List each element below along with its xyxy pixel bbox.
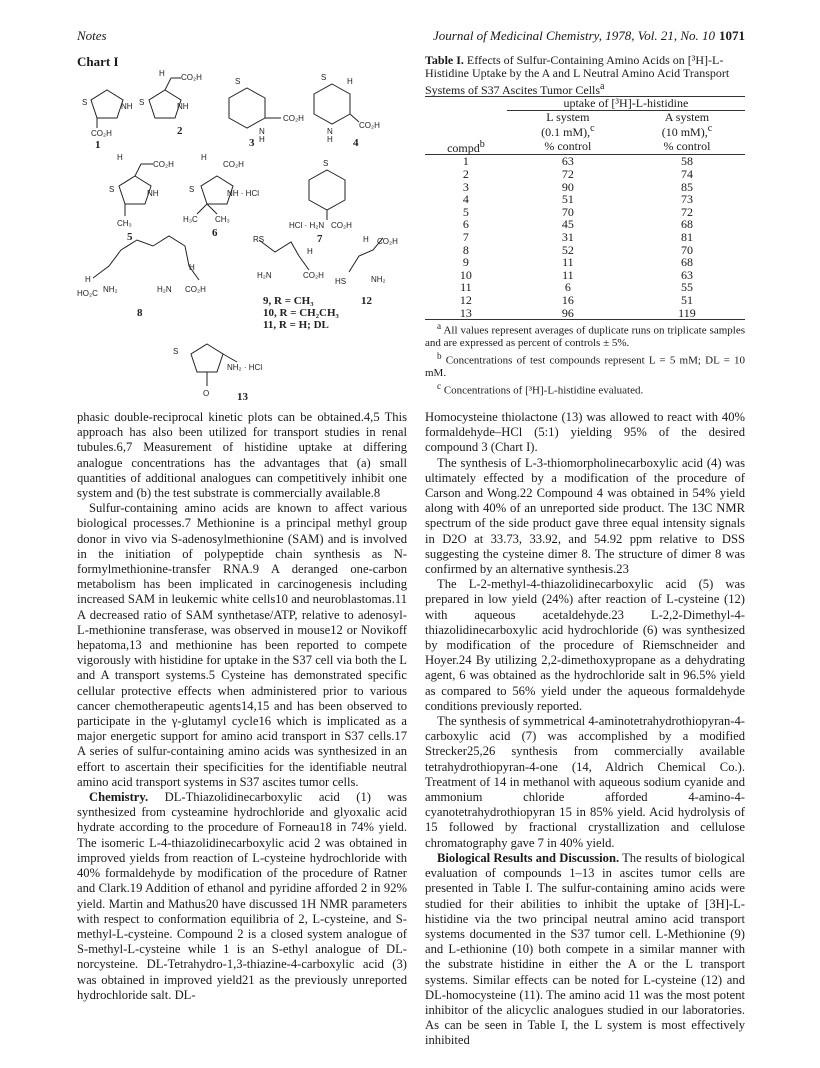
ring-3: [229, 88, 265, 128]
col-header-l-conc: (0.1 mM),$^c$: [541, 123, 595, 140]
table-row: [425, 168, 745, 181]
a-system-cell: 74: [680, 166, 693, 181]
svg-text:HS: HS: [335, 277, 347, 286]
svg-text:CO₂H: CO₂H: [359, 121, 380, 130]
compound-label-10: 10, R = CH₂CH₃: [263, 307, 339, 319]
l-system-cell: 16: [561, 292, 574, 307]
left-column: [77, 410, 407, 1003]
compound-label-5: 5: [127, 231, 133, 243]
svg-text:NH: NH: [121, 102, 133, 111]
paragraph: Chemistry. DL-Thiazolidinecarboxylic acid (1) was synthesized from cysteamine hydrochloride and glyoxalic acid hydrate according to the procedure of Forneau18 in 74% yield. The isomeric L-4-thiazolidinecarboxylic acid 2 was obtained in improved yields from reaction of L-cysteine hydrochloride with 40% formaldehyde by modification of the procedure of Ratner and Clark.19 Addition of ethanol and pyridine afforded 2 in 92% yield. Martin and Mathus20 have discussed 1H NMR parameters with respect to conformation equilibria of 2, L-cysteine, and S-methyl-L-cysteine. Compound 2 is a closed system analogue of S-methyl-L-cysteine while 1 is an S-ethyl analogue of DL-norcysteine. DL-Tetrahydro-1,3-thiazine-4-carboxylic acid (3) was obtained in improved yield21 as the previously unreported hydrochloride salt. DL-: [77, 790, 407, 1002]
table-row: [425, 193, 745, 206]
svg-text:S: S: [173, 347, 179, 356]
table-row: [425, 155, 745, 168]
ring-13: [191, 344, 223, 372]
svg-text:HO₂C: HO₂C: [77, 289, 98, 298]
compound-id-cell: 6: [462, 217, 469, 232]
running-header-left: Notes: [77, 28, 107, 43]
svg-text:N: N: [259, 127, 265, 136]
svg-text:RS: RS: [253, 235, 265, 244]
chain-9: [259, 240, 309, 270]
table-caption-footnote-mark: a: [600, 81, 605, 92]
table-row: [425, 294, 745, 307]
table-title: [425, 54, 745, 97]
svg-text:H₃C: H₃C: [183, 215, 198, 224]
a-system-cell: 63: [680, 267, 693, 282]
running-header-right: [425, 28, 745, 44]
paragraph: Homocysteine thiolactone (13) was allowed to react with 40% formaldehyde–HCl (5:1) yielding 95% of the desired compound 3 (Chart I).: [425, 410, 745, 455]
compound-id-cell: 9: [462, 255, 469, 270]
compound-id-cell: 4: [462, 192, 469, 207]
svg-text:H: H: [259, 135, 265, 144]
compound-label-11: 11, R = H; DL: [263, 319, 329, 331]
table-row: [425, 256, 745, 269]
svg-text:CO₂H: CO₂H: [181, 73, 202, 82]
a-system-cell: 85: [680, 179, 693, 194]
a-system-cell: 55: [680, 280, 693, 295]
compound-id-cell: 2: [462, 166, 469, 181]
compound-label-4: 4: [353, 137, 359, 149]
compound-id-cell: 7: [462, 229, 469, 244]
col-header-a-unit: % control: [629, 139, 745, 155]
data-table: [425, 96, 745, 320]
svg-text:NH₂ · HCl: NH₂ · HCl: [227, 363, 263, 372]
svg-text:H₂N: H₂N: [157, 285, 172, 294]
svg-text:CO₂H: CO₂H: [153, 160, 174, 169]
col-header-a-system: A system: [664, 109, 710, 124]
ring-4: [314, 84, 350, 124]
table-row: [425, 281, 745, 294]
svg-text:S: S: [323, 159, 329, 168]
compound-id-cell: 13: [425, 307, 507, 320]
svg-text:NH: NH: [147, 189, 159, 198]
paragraph: phasic double-reciprocal kinetic plots can be obtained.4,5 This approach has also been utilized for transport studies in renal tubules.6,7 Measurement of histidine uptake at differing analogue concentrations has the advantages that (a) small quantities of additional analogues can competitively inhibit one system and (b) the test substrate is commercially available.8: [77, 410, 407, 501]
paragraph: The synthesis of L-3-thiomorpholinecarboxylic acid (4) was ultimately effected by a modification of the procedure of Carson and Wong.22 Compound 4 was obtained in 54% yield along with 40% of an unreported side product. The 13C NMR spectrum of the side product gave three equal intensity signals in D2O at 33.73, 33.92, and 54.92 ppm relative to DSS suggesting the cysteine dimer 8. The structure of dimer 8 was confirmed by an alternative synthesis.23: [425, 455, 745, 577]
l-system-cell: 70: [561, 204, 574, 219]
compound-label-7: 7: [317, 233, 323, 245]
compound-id-cell: 1: [462, 154, 469, 169]
compound-label-6: 6: [212, 227, 218, 239]
paragraph: Sulfur-containing amino acids are known to affect various biological processes.7 Methionine is a principal methyl group donor in vivo via S-adenosylmethionine (SAM) and is involved in the initiation of polypeptide chain synthesis as N-formylmethionine-transfer RNA.9 A deranged one-carbon metabolism has been implicated in carcinogenesis including increased SAM in leukemic white cells10 and neuroblastomas.11 A decreased ratio of SAM synthetase/ATP, relative to adenosyl-L-methionine transferase, was observed in mouse12 or Novikoff hepatoma,13 and methionine has been reported to compete vigorously with histidine for uptake in the S37 cell via both the L and A transport systems.5 Cysteine has demonstrated specific cellular protective effects when administered prior to various cancer chemotherapeutic agents14,15 and has been observed to participate in the γ-glutamyl cycle16 which is implicated as a major energetic support for amino acid transport in S37 cells.17 A series of sulfur-containing amino acids was synthesized in an effort to ascertain their specificities for the identifiable neutral amino acid transport systems in S37 ascites tumor cells.: [77, 501, 407, 789]
compound-label-8: 8: [137, 307, 143, 319]
compound-id-cell: 5: [462, 204, 469, 219]
compound-label-1: 1: [95, 139, 101, 151]
l-system-cell: 90: [561, 179, 574, 194]
svg-text:S: S: [82, 98, 88, 107]
svg-text:CO₂H: CO₂H: [283, 114, 304, 123]
a-system-cell: 51: [680, 292, 693, 307]
col-header-l-system: L system: [546, 109, 590, 124]
svg-text:O: O: [203, 389, 210, 398]
a-system-cell: 68: [680, 255, 693, 270]
svg-text:NH₂: NH₂: [371, 275, 386, 284]
structures-svg: [77, 70, 407, 402]
footnote-c: $^c$ Concentrations of [³H]-L-histidine evaluated.: [437, 380, 644, 397]
svg-text:S: S: [235, 77, 241, 86]
table-row: [425, 244, 745, 257]
page-number: 1071: [719, 28, 745, 43]
svg-text:HCl · H₂N: HCl · H₂N: [289, 221, 325, 230]
footnote-b: $^b$ Concentrations of test compounds represent L = 5 mM; DL = 10 mM.: [425, 350, 746, 380]
table-row: [425, 269, 745, 282]
col-header-a-conc: (10 mM),$^c$: [661, 123, 713, 140]
chart-title: Chart I: [77, 54, 119, 69]
l-system-cell: 11: [562, 255, 574, 270]
svg-text:CO₂H: CO₂H: [223, 160, 244, 169]
svg-text:H: H: [189, 263, 195, 272]
paragraph: The L-2-methyl-4-thiazolidinecarboxylic acid (5) was prepared in low yield (24%) after reaction of L-cysteine (12) with aqueous acetaldehyde.23 L-2,2-Dimethyl-4-thiazolidinecarboxylic acid hydrochloride (6) was synthesized by modification of the procedure of Riemschneider and Hoyer.24 By utilizing 2,2-dimethoxypropane as a dehydrating agent, 6 was obtained as the hydrochloride salt in 96.5% yield as compared to 56% yield under the aqueous formaldehyde conditions previously reported.: [425, 577, 745, 713]
paragraph: Biological Results and Discussion. The results of biological evaluation of compounds 1–13 in ascites tumor cells are presented in Table I. The sulfur-containing amino acids were studied for their abilities to inhibit the uptake of [3H]-L-histidine via the two principal neutral amino acid transport systems documented in the S37 tumor cell. L-Methionine (9) and L-ethionine (10) both compete in a similar manner with the substrate histidine in either the A or the L transport systems. Similar effects can be noted for L-cysteine (12) and DL-homocysteine (11). The amino acid 11 was the most potent inhibitor of the alicyclic analogues studied in our laboratories. As can be seen in Table I, the L system is most effectively inhibited: [425, 850, 746, 1048]
table-row: [425, 231, 745, 244]
a-system-cell: 81: [680, 229, 693, 244]
svg-text:H: H: [327, 135, 333, 144]
svg-text:CO₂H: CO₂H: [185, 285, 206, 294]
ring-1: [91, 90, 123, 118]
table-row: [425, 206, 745, 219]
svg-text:N: N: [327, 127, 333, 136]
group-header: uptake of [³H]-L-histidine: [507, 97, 745, 111]
compound-id-cell: 3: [462, 179, 469, 194]
compound-id-cell: 8: [462, 242, 469, 257]
table-row: [425, 218, 745, 231]
svg-text:H: H: [159, 70, 165, 78]
table-caption: Effects of Sulfur-Containing Amino Acids on [³H]-L-Histidine Uptake by the A and L Neutral Amino Acid Transport Systems of S37 Ascites Tumor Cells: [425, 53, 730, 97]
table-body: [425, 155, 745, 320]
compound-label-9: 9, R = CH₃: [263, 295, 314, 307]
compound-id-cell: 11: [460, 280, 472, 295]
svg-text:CO₂H: CO₂H: [331, 221, 352, 230]
section-heading-chemistry: Chemistry.: [89, 790, 149, 805]
table-footnotes: [425, 320, 745, 397]
l-system-cell: 63: [561, 154, 574, 169]
section-heading-results: Biological Results and Discussion.: [437, 850, 620, 865]
l-system-cell: 52: [561, 242, 574, 257]
l-system-cell: 96: [507, 307, 629, 320]
footnote-a: $^a$ All values represent averages of duplicate runs on triplicate samples and are expressed as percent of controls ± 5%.: [425, 321, 745, 350]
l-system-cell: 31: [561, 229, 574, 244]
a-system-cell: 70: [680, 242, 693, 257]
compound-label-2: 2: [177, 125, 183, 137]
svg-text:S: S: [321, 73, 327, 82]
compound-id-cell: 12: [459, 292, 472, 307]
a-system-cell: 58: [680, 154, 693, 169]
svg-text:H: H: [85, 275, 91, 284]
svg-text:H: H: [363, 235, 369, 244]
l-system-cell: 72: [561, 166, 574, 181]
ring-7: [309, 170, 345, 210]
table-number: Table I.: [425, 53, 464, 67]
chain-8: [93, 236, 199, 280]
table-row: [425, 181, 745, 194]
svg-text:H: H: [201, 153, 207, 162]
right-column: [425, 410, 745, 1049]
svg-text:S: S: [139, 98, 145, 107]
svg-text:H: H: [117, 153, 123, 162]
compound-label-12: 12: [361, 295, 372, 307]
a-system-cell: 68: [680, 217, 693, 232]
svg-text:S: S: [189, 185, 195, 194]
a-system-cell: 72: [680, 204, 693, 219]
journal-citation: Journal of Medicinal Chemistry, 1978, Vol. 21, No. 10: [432, 28, 715, 43]
compound-label-3: 3: [249, 137, 255, 149]
table-row: [425, 307, 745, 320]
l-system-cell: 45: [561, 217, 574, 232]
chemical-structures: [77, 70, 407, 402]
a-system-cell: 73: [680, 192, 693, 207]
svg-text:CH₃: CH₃: [117, 219, 132, 228]
table-header-row: [425, 123, 745, 139]
l-system-cell: 11: [562, 267, 574, 282]
svg-text:CO₂H: CO₂H: [377, 237, 398, 246]
svg-text:NH · HCl: NH · HCl: [227, 189, 259, 198]
l-system-cell: 6: [564, 280, 571, 295]
col-header-l-unit: % control: [507, 139, 629, 155]
compound-id-cell: 10: [459, 267, 472, 282]
svg-text:H₂N: H₂N: [257, 271, 272, 280]
svg-text:CH₃: CH₃: [215, 215, 230, 224]
table-header-row: [425, 97, 745, 111]
a-system-cell: 119: [629, 307, 745, 320]
l-system-cell: 51: [561, 192, 574, 207]
svg-text:H: H: [347, 77, 353, 86]
svg-text:CO₂H: CO₂H: [303, 271, 324, 280]
svg-text:CO₂H: CO₂H: [91, 129, 112, 138]
paragraph: The synthesis of symmetrical 4-aminotetrahydrothiopyran-4-carboxylic acid (7) was accomplished by a modified Strecker25,26 synthesis from commercially available tetrahydrothiopyran-4-one (14, Aldrich Chemical Co.). Treatment of 14 in methanol with aqueous sodium cyanide and ammonium chloride afforded 4-amino-4-cyanotetrahydrothiopyran 15 in 85% yield. Acid hydrolysis of 15 followed by fractional crystallization and cellulose chromatography gave 7 in 40% yield.: [425, 714, 745, 850]
svg-text:NH₂: NH₂: [103, 285, 118, 294]
table-header-row: [425, 139, 745, 155]
svg-text:S: S: [109, 185, 115, 194]
svg-text:H: H: [307, 247, 313, 256]
col-header-compd: compd$^b$: [425, 139, 507, 155]
svg-text:NH: NH: [177, 102, 189, 111]
compound-label-13: 13: [237, 391, 248, 402]
table-header-row: [425, 110, 745, 123]
